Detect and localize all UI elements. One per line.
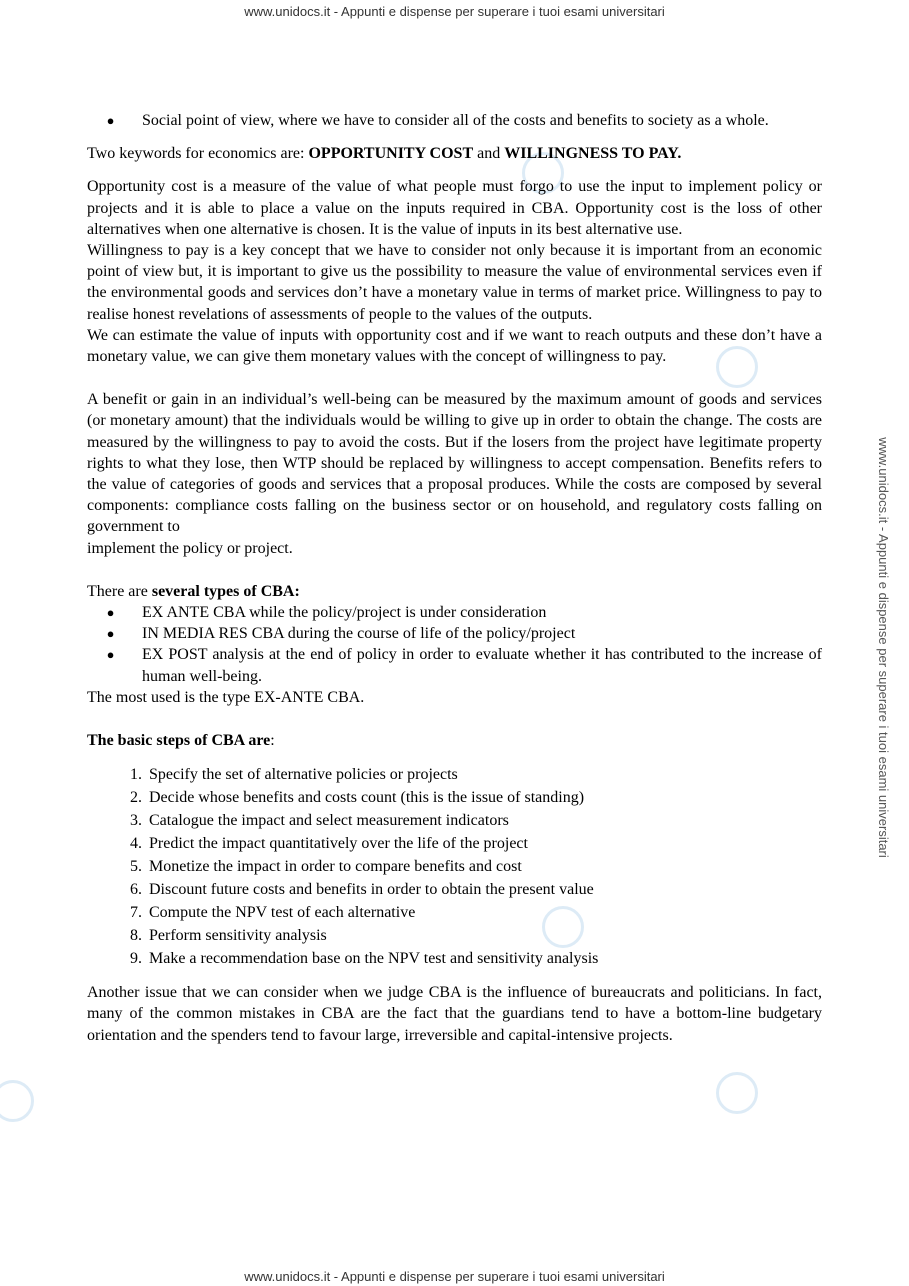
paragraph-opportunity-cost: Opportunity cost is a measure of the value of what people must forgo to use the input to implement policy or projects and it is able to place a value on the inputs required in CBA. Opportunity cost is the loss of other alternatives when one alternative is chosen. It is the value of inputs in its best alternative use. xyxy=(87,178,822,238)
step-item: 2. Decide whose benefits and costs count (this is the issue of standing) xyxy=(130,789,585,807)
list-item: ● EX ANTE CBA while the policy/project is under consideration xyxy=(87,602,822,623)
step-item: 3. Catalogue the impact and select measurement indicators xyxy=(130,812,509,830)
watermark-header: www.unidocs.it - Appunti e dispense per superare i tuoi esami universitari xyxy=(244,4,665,19)
paragraph-willingness-to-pay: Willingness to pay is a key concept that we have to consider not only because it is important from an economic point of view but, it is important to give us the possibility to measure the value of environmental services even if the environmental goods and services don’t have a monetary value in terms of market price. Willingness to pay to realise honest revelations of assessments of people to the values of the outputs. xyxy=(87,242,822,323)
steps-heading: The basic steps of CBA are: xyxy=(87,732,275,750)
types-heading: There are several types of CBA: xyxy=(87,582,300,600)
paragraph-benefit: A benefit or gain in an individual’s well-being can be measured by the maximum amount of goods and services (or monetary amount) that the individuals would be willing to give up in order to obtain the change. The costs are measured by the willingness to pay to avoid the costs. But if the losers from the project have legitimate property rights to what they lose, then WTP should be replaced by willingness to accept compensation. Benefits refers to the value of categories of goods and services that a proposal produces. While the costs are composed by several components: compliance costs falling on the business sector or on household, and regulatory costs falling on government to xyxy=(87,391,822,536)
list-item xyxy=(87,110,822,131)
bullet-icon: ● xyxy=(106,605,115,621)
list-item: ● IN MEDIA RES CBA during the course of life of the policy/project xyxy=(87,623,822,644)
bullet-icon: ● xyxy=(106,626,115,642)
watermark-logo-icon xyxy=(0,1080,34,1122)
document-body xyxy=(87,108,822,1046)
keyword-opportunity-cost: OPPORTUNITY COST xyxy=(308,145,474,163)
step-item: 4. Predict the impact quantitatively over the life of the project xyxy=(130,835,528,853)
paragraph-benefit-end: implement the policy or project. xyxy=(87,539,293,557)
list-item-text: Social point of view, where we have to consider all of the costs and benefits to society as a whole. xyxy=(142,112,769,129)
step-item: 8. Perform sensitivity analysis xyxy=(130,927,327,945)
paragraph-bureaucrats: Another issue that we can consider when we judge CBA is the influence of bureaucrats and politicians. In fact, many of the common mistakes in CBA are the fact that the guardians tend to have a bottom-line budgetary orientation and the spenders tend to favour large, irreversible and capital-intensive projects. xyxy=(87,984,822,1044)
watermark-logo-icon xyxy=(716,1072,758,1114)
keywords-paragraph: Two keywords for economics are: OPPORTUNITY COST and WILLINGNESS TO PAY. xyxy=(87,145,682,163)
step-item: 9. Make a recommendation base on the NPV test and sensitivity analysis xyxy=(130,950,599,968)
most-used-text: The most used is the type EX-ANTE CBA. xyxy=(87,688,365,706)
list-item: ● EX POST analysis at the end of policy in order to evaluate whether it has contributed to the increase of human well-being. xyxy=(87,644,822,686)
bullet-icon: ● xyxy=(106,113,115,128)
step-item: 5. Monetize the impact in order to compare benefits and cost xyxy=(130,858,522,876)
watermark-right: www.unidocs.it - Appunti e dispense per superare i tuoi esami universitari xyxy=(875,437,891,858)
keyword-willingness-to-pay: WILLINGNESS TO PAY. xyxy=(504,145,682,163)
watermark-footer: www.unidocs.it - Appunti e dispense per superare i tuoi esami universitari xyxy=(244,1269,665,1284)
step-item: 6. Discount future costs and benefits in order to obtain the present value xyxy=(130,881,594,899)
bullet-icon: ● xyxy=(106,647,115,663)
step-item: 7. Compute the NPV test of each alternative xyxy=(130,904,416,922)
paragraph-estimate: We can estimate the value of inputs with opportunity cost and if we want to reach outputs and these don’t have a monetary value, we can give them monetary values with the concept of willingness to pay. xyxy=(87,326,822,366)
steps-list xyxy=(87,763,822,970)
step-item: 1. Specify the set of alternative policies or projects xyxy=(130,766,458,784)
